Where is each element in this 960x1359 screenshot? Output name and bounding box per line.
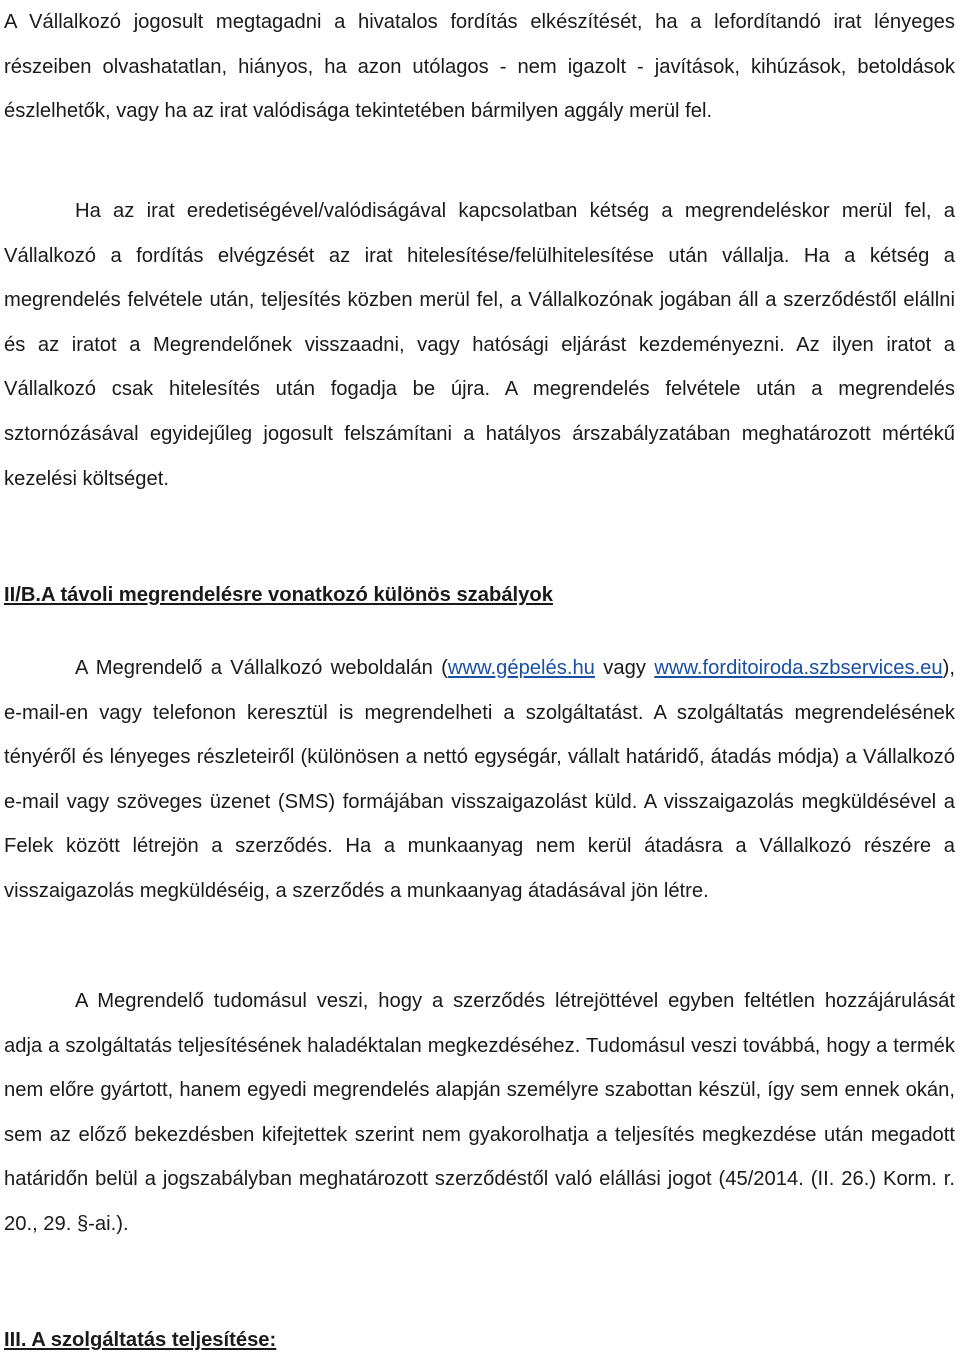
section-heading-remote-orders: II/B.A távoli megrendelésre vonatkozó különös szabályok <box>4 584 553 606</box>
website-link-forditoiroda[interactable]: www.forditoiroda.szbservices.eu <box>654 657 943 679</box>
remote-ordering-text-or: vagy <box>594 657 655 679</box>
remote-ordering-text-start: A Megrendelő a Vállalkozó weboldalán ( <box>75 657 448 679</box>
website-link-gepeles[interactable]: www.gépelés.hu <box>447 657 595 679</box>
paragraph-remote-ordering <box>4 646 955 914</box>
paragraph-consent-withdrawal: A Megrendelő tudomásul veszi, hogy a szerződés létrejöttével egyben feltétlen hozzájárulását adja a szolgáltatás teljesítésének haladéktalan megkezdéséhez. Tudomásul veszi továbbá, hogy a termék nem előre gyártott, hanem egyedi megrendelés alapján személyre szabottan készül, így sem ennek okán, sem az előző bekezdésben kifejtettek szerint nem gyakorolhatja a teljesítés megkezdése után megadott határidőn belül a jogszabályban meghatározott szerződéstől való elállási jogot (45/2014. (II. 26.) Korm. r. 20., 29. §-ai.). <box>4 990 955 1235</box>
remote-ordering-text-end: ), e-mail-en vagy telefonon keresztül is megrendelheti a szolgáltatást. A szolgáltatás megrendelésének tényéről és lényeges részleteiről (különösen a nettó egységár, vállalt határidő, átadás módja) a Vállalkozó e-mail vagy szöveges üzenet (SMS) formájában visszaigazolást küld. A visszaigazolás megküldésével a Felek között létrejön a szerződés. Ha a munkaanyag nem kerül átadásra a Vállalkozó részére a visszaigazolás megküldéséig, a szerződés a munkaanyag átadásával jön létre. <box>4 657 955 902</box>
paragraph-refusal-rights: A Vállalkozó jogosult megtagadni a hivatalos fordítás elkészítését, ha a lefordítandó irat lényeges részeiben olvashatatlan, hiányos, ha azon utólagos - nem igazolt - javítások, kihúzások, betoldások észlelhetők, vagy ha az irat valódisága tekintetében bármilyen aggály merül fel. <box>4 11 955 123</box>
section-heading-service-performance: III. A szolgáltatás teljesítése: <box>4 1329 277 1351</box>
paragraph-authenticity-doubt: Ha az irat eredetiségével/valódiságával kapcsolatban kétség a megrendeléskor merül fel, a Vállalkozó a fordítás elvégzését az irat hitelesítése/felülhitelesítése után vállalja. Ha a kétség a megrendelés felvétele után, teljesítés közben merül fel, a Vállalkozónak jogában áll a szerződéstől elállni és az iratot a Megrendelőnek visszaadni, vagy hatósági eljárást kezdeményezni. Az ilyen iratot a Vállalkozó csak hitelesítés után fogadja be újra. A megrendelés felvétele után a megrendelés sztornózásával egyidejűleg jogosult felszámítani a hatályos árszabályzatában meghatározott mértékű kezelési költséget. <box>4 200 955 490</box>
